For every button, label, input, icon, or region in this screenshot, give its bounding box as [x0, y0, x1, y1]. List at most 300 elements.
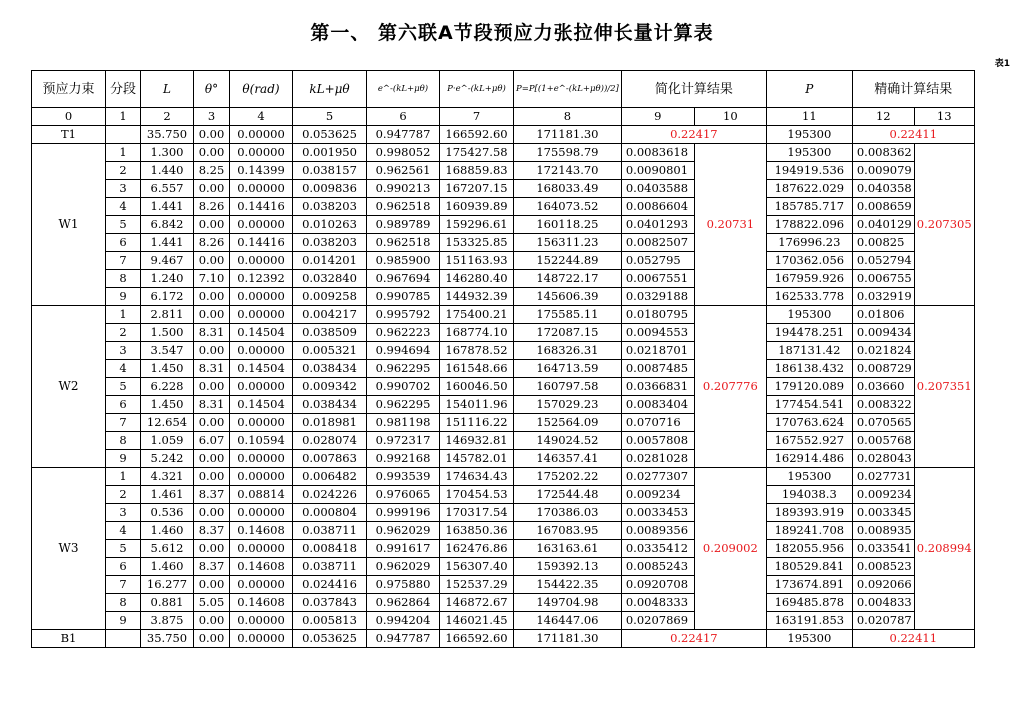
- p-cell: 176996.23: [766, 234, 852, 252]
- precise-segment-cell: 0.052794: [852, 252, 914, 270]
- simplified-total: 0.209002: [694, 468, 766, 630]
- col-number: 8: [514, 108, 622, 126]
- kl-mu-cell: 0.018981: [293, 414, 367, 432]
- kl-mu-cell: 0.014201: [293, 252, 367, 270]
- theta-deg-cell: 8.26: [194, 198, 230, 216]
- precise-segment-cell: 0.005768: [852, 432, 914, 450]
- simplified-segment-cell: 0.052795: [621, 252, 694, 270]
- precise-total: 0.22411: [852, 630, 974, 648]
- length-cell: 0.881: [141, 594, 194, 612]
- theta-rad-cell: 0.14608: [230, 558, 293, 576]
- p-cell: 195300: [766, 630, 852, 648]
- exp-cell: 0.972317: [367, 432, 440, 450]
- p-avg-cell: 171181.30: [514, 126, 622, 144]
- segment-cell: 5: [106, 216, 141, 234]
- theta-rad-cell: 0.00000: [230, 450, 293, 468]
- p-cell: 187131.42: [766, 342, 852, 360]
- kl-mu-cell: 0.028074: [293, 432, 367, 450]
- simplified-segment-cell: 0.0403588: [621, 180, 694, 198]
- p-avg-cell: 164073.52: [514, 198, 622, 216]
- kl-mu-cell: 0.038157: [293, 162, 367, 180]
- theta-deg-cell: 0.00: [194, 180, 230, 198]
- theta-deg-cell: 0.00: [194, 414, 230, 432]
- simplified-segment-cell: 0.0089356: [621, 522, 694, 540]
- kl-mu-cell: 0.009258: [293, 288, 367, 306]
- theta-rad-cell: 0.14608: [230, 594, 293, 612]
- table-row: [32, 306, 975, 324]
- theta-deg-cell: 6.07: [194, 432, 230, 450]
- precise-segment-cell: 0.009434: [852, 324, 914, 342]
- header-kl-mu: kL+μθ: [293, 71, 367, 108]
- tendon-name: W2: [32, 306, 106, 468]
- p-exp-cell: 151116.22: [440, 414, 514, 432]
- simplified-segment-cell: 0.0207869: [621, 612, 694, 630]
- table-row: [32, 396, 975, 414]
- segment-cell: 9: [106, 450, 141, 468]
- p-exp-cell: 166592.60: [440, 630, 514, 648]
- simplified-segment-cell: 0.0335412: [621, 540, 694, 558]
- table-row: [32, 360, 975, 378]
- kl-mu-cell: 0.009836: [293, 180, 367, 198]
- exp-cell: 0.991617: [367, 540, 440, 558]
- segment-cell: 5: [106, 378, 141, 396]
- theta-rad-cell: 0.00000: [230, 504, 293, 522]
- p-cell: 162914.486: [766, 450, 852, 468]
- p-avg-cell: 171181.30: [514, 630, 622, 648]
- precise-segment-cell: 0.009079: [852, 162, 914, 180]
- segment-cell: 9: [106, 288, 141, 306]
- kl-mu-cell: 0.038711: [293, 522, 367, 540]
- length-cell: 1.500: [141, 324, 194, 342]
- segment-cell: 3: [106, 342, 141, 360]
- table-row: [32, 540, 975, 558]
- segment-cell: 1: [106, 306, 141, 324]
- header-precise: 精确计算结果: [852, 71, 974, 108]
- header-length: L: [141, 71, 194, 108]
- p-cell: 189393.919: [766, 504, 852, 522]
- length-cell: 2.811: [141, 306, 194, 324]
- theta-deg-cell: 0.00: [194, 306, 230, 324]
- p-cell: 177454.541: [766, 396, 852, 414]
- col-number: 7: [440, 108, 514, 126]
- p-avg-cell: 164713.59: [514, 360, 622, 378]
- precise-segment-cell: 0.033541: [852, 540, 914, 558]
- length-cell: 6.228: [141, 378, 194, 396]
- table-row: [32, 162, 975, 180]
- theta-rad-cell: 0.00000: [230, 576, 293, 594]
- p-exp-cell: 175400.21: [440, 306, 514, 324]
- table-row: [32, 414, 975, 432]
- kl-mu-cell: 0.000804: [293, 504, 367, 522]
- p-exp-cell: 154011.96: [440, 396, 514, 414]
- theta-deg-cell: 0.00: [194, 378, 230, 396]
- precise-segment-cell: 0.021824: [852, 342, 914, 360]
- theta-rad-cell: 0.00000: [230, 180, 293, 198]
- theta-rad-cell: 0.14416: [230, 198, 293, 216]
- exp-cell: 0.975880: [367, 576, 440, 594]
- precise-segment-cell: 0.092066: [852, 576, 914, 594]
- p-exp-cell: 161548.66: [440, 360, 514, 378]
- segment-cell: 1: [106, 468, 141, 486]
- header-simplified: 简化计算结果: [621, 71, 766, 108]
- segment-cell: 8: [106, 270, 141, 288]
- p-exp-cell: 168774.10: [440, 324, 514, 342]
- table-row: [32, 594, 975, 612]
- p-avg-cell: 159392.13: [514, 558, 622, 576]
- p-cell: 170362.056: [766, 252, 852, 270]
- exp-cell: 0.993539: [367, 468, 440, 486]
- p-cell: 194038.3: [766, 486, 852, 504]
- header-row: [32, 71, 975, 108]
- theta-deg-cell: 8.31: [194, 360, 230, 378]
- kl-mu-cell: 0.008418: [293, 540, 367, 558]
- col-number: 9: [621, 108, 694, 126]
- header-theta-deg: θ°: [194, 71, 230, 108]
- simplified-segment-cell: 0.0082507: [621, 234, 694, 252]
- p-avg-cell: 146357.41: [514, 450, 622, 468]
- header-p-avg: P=P[(1+e^-(kL+μθ))/2]: [514, 71, 622, 108]
- precise-segment-cell: 0.00825: [852, 234, 914, 252]
- kl-mu-cell: 0.053625: [293, 126, 367, 144]
- simplified-segment-cell: 0.0090801: [621, 162, 694, 180]
- table-row: [32, 342, 975, 360]
- kl-mu-cell: 0.038203: [293, 198, 367, 216]
- length-cell: 6.172: [141, 288, 194, 306]
- segment-cell: 6: [106, 396, 141, 414]
- precise-segment-cell: 0.020787: [852, 612, 914, 630]
- kl-mu-cell: 0.038434: [293, 360, 367, 378]
- theta-rad-cell: 0.14399: [230, 162, 293, 180]
- precise-segment-cell: 0.008523: [852, 558, 914, 576]
- simplified-segment-cell: 0.070716: [621, 414, 694, 432]
- col-number: 10: [694, 108, 766, 126]
- segment-cell: 8: [106, 594, 141, 612]
- theta-deg-cell: 0.00: [194, 576, 230, 594]
- simplified-segment-cell: 0.0094553: [621, 324, 694, 342]
- theta-rad-cell: 0.00000: [230, 414, 293, 432]
- tendon-name: W3: [32, 468, 106, 630]
- p-exp-cell: 163850.36: [440, 522, 514, 540]
- theta-deg-cell: 8.37: [194, 522, 230, 540]
- segment-cell: 2: [106, 162, 141, 180]
- theta-rad-cell: 0.14416: [230, 234, 293, 252]
- kl-mu-cell: 0.032840: [293, 270, 367, 288]
- theta-rad-cell: 0.08814: [230, 486, 293, 504]
- table-row: [32, 486, 975, 504]
- kl-mu-cell: 0.038711: [293, 558, 367, 576]
- p-avg-cell: 168326.31: [514, 342, 622, 360]
- col-number: 5: [293, 108, 367, 126]
- exp-cell: 0.967694: [367, 270, 440, 288]
- p-exp-cell: 144932.39: [440, 288, 514, 306]
- precise-segment-cell: 0.003345: [852, 504, 914, 522]
- exp-cell: 0.990702: [367, 378, 440, 396]
- p-cell: 185785.717: [766, 198, 852, 216]
- segment-cell: 8: [106, 432, 141, 450]
- simplified-segment-cell: 0.0329188: [621, 288, 694, 306]
- theta-rad-cell: 0.00000: [230, 468, 293, 486]
- table-row: [32, 180, 975, 198]
- precise-segment-cell: 0.008659: [852, 198, 914, 216]
- theta-deg-cell: 0.00: [194, 540, 230, 558]
- p-avg-cell: 145606.39: [514, 288, 622, 306]
- length-cell: 3.875: [141, 612, 194, 630]
- exp-cell: 0.947787: [367, 126, 440, 144]
- exp-cell: 0.994694: [367, 342, 440, 360]
- length-cell: 1.460: [141, 558, 194, 576]
- theta-deg-cell: 8.26: [194, 234, 230, 252]
- simplified-segment-cell: 0.0401293: [621, 216, 694, 234]
- p-exp-cell: 146872.67: [440, 594, 514, 612]
- theta-rad-cell: 0.00000: [230, 144, 293, 162]
- exp-cell: 0.947787: [367, 630, 440, 648]
- exp-cell: 0.998052: [367, 144, 440, 162]
- col-number: 12: [852, 108, 914, 126]
- p-avg-cell: 148722.17: [514, 270, 622, 288]
- col-number: 13: [914, 108, 974, 126]
- p-exp-cell: 170454.53: [440, 486, 514, 504]
- exp-cell: 0.990785: [367, 288, 440, 306]
- segment-cell: 7: [106, 414, 141, 432]
- exp-cell: 0.962864: [367, 594, 440, 612]
- exp-cell: 0.976065: [367, 486, 440, 504]
- theta-rad-cell: 0.00000: [230, 288, 293, 306]
- theta-rad-cell: 0.00000: [230, 612, 293, 630]
- p-avg-cell: 163163.61: [514, 540, 622, 558]
- tendon-name: W1: [32, 144, 106, 306]
- length-cell: 9.467: [141, 252, 194, 270]
- p-cell: 194919.536: [766, 162, 852, 180]
- simplified-segment-cell: 0.009234: [621, 486, 694, 504]
- segment-cell: 3: [106, 504, 141, 522]
- header-segment: 分段: [106, 71, 141, 108]
- table-row: [32, 234, 975, 252]
- exp-cell: 0.989789: [367, 216, 440, 234]
- theta-rad-cell: 0.00000: [230, 342, 293, 360]
- exp-cell: 0.962029: [367, 522, 440, 540]
- precise-segment-cell: 0.032919: [852, 288, 914, 306]
- simplified-segment-cell: 0.0087485: [621, 360, 694, 378]
- exp-cell: 0.962029: [367, 558, 440, 576]
- table-row-bottom: [32, 630, 975, 648]
- theta-rad-cell: 0.12392: [230, 270, 293, 288]
- precise-segment-cell: 0.008935: [852, 522, 914, 540]
- p-avg-cell: 152244.89: [514, 252, 622, 270]
- theta-deg-cell: 8.31: [194, 324, 230, 342]
- kl-mu-cell: 0.053625: [293, 630, 367, 648]
- header-tendon: 预应力束: [32, 71, 106, 108]
- exp-cell: 0.962518: [367, 234, 440, 252]
- length-cell: 5.612: [141, 540, 194, 558]
- simplified-segment-cell: 0.0180795: [621, 306, 694, 324]
- segment-cell: 6: [106, 234, 141, 252]
- theta-deg-cell: 8.31: [194, 396, 230, 414]
- exp-cell: 0.962561: [367, 162, 440, 180]
- tendon-name: B1: [32, 630, 106, 648]
- theta-rad-cell: 0.00000: [230, 252, 293, 270]
- segment-cell: 2: [106, 324, 141, 342]
- simplified-segment-cell: 0.0067551: [621, 270, 694, 288]
- p-avg-cell: 146447.06: [514, 612, 622, 630]
- length-cell: 12.654: [141, 414, 194, 432]
- theta-deg-cell: 0.00: [194, 468, 230, 486]
- header-p: P: [766, 71, 852, 108]
- segment-cell: 7: [106, 576, 141, 594]
- kl-mu-cell: 0.038509: [293, 324, 367, 342]
- p-cell: 173674.891: [766, 576, 852, 594]
- table-row: [32, 252, 975, 270]
- kl-mu-cell: 0.024226: [293, 486, 367, 504]
- theta-deg-cell: 0.00: [194, 504, 230, 522]
- kl-mu-cell: 0.038203: [293, 234, 367, 252]
- theta-rad-cell: 0.00000: [230, 306, 293, 324]
- theta-deg-cell: 8.37: [194, 486, 230, 504]
- simplified-segment-cell: 0.0281028: [621, 450, 694, 468]
- segment-cell: 9: [106, 612, 141, 630]
- p-cell: 167959.926: [766, 270, 852, 288]
- table-row: [32, 450, 975, 468]
- precise-total: 0.208994: [914, 468, 974, 630]
- p-avg-cell: 149024.52: [514, 432, 622, 450]
- p-cell: 187622.029: [766, 180, 852, 198]
- segment-cell: 2: [106, 486, 141, 504]
- header-exp: e^-(kL+μθ): [367, 71, 440, 108]
- segment-cell: 4: [106, 198, 141, 216]
- simplified-segment-cell: 0.0083404: [621, 396, 694, 414]
- p-cell: 195300: [766, 126, 852, 144]
- col-number: 2: [141, 108, 194, 126]
- p-cell: 178822.096: [766, 216, 852, 234]
- kl-mu-cell: 0.009342: [293, 378, 367, 396]
- simplified-segment-cell: 0.0086604: [621, 198, 694, 216]
- precise-segment-cell: 0.006755: [852, 270, 914, 288]
- p-cell: 186138.432: [766, 360, 852, 378]
- table-row: [32, 144, 975, 162]
- kl-mu-cell: 0.001950: [293, 144, 367, 162]
- theta-deg-cell: 8.37: [194, 558, 230, 576]
- simplified-segment-cell: 0.0085243: [621, 558, 694, 576]
- p-cell: 194478.251: [766, 324, 852, 342]
- theta-rad-cell: 0.14504: [230, 396, 293, 414]
- col-number: 4: [230, 108, 293, 126]
- p-exp-cell: 146021.45: [440, 612, 514, 630]
- p-cell: 162533.778: [766, 288, 852, 306]
- table-row: [32, 198, 975, 216]
- kl-mu-cell: 0.010263: [293, 216, 367, 234]
- kl-mu-cell: 0.038434: [293, 396, 367, 414]
- segment-cell: 4: [106, 522, 141, 540]
- simplified-segment-cell: 0.0057808: [621, 432, 694, 450]
- length-cell: 16.277: [141, 576, 194, 594]
- p-exp-cell: 159296.61: [440, 216, 514, 234]
- simplified-total: 0.207776: [694, 306, 766, 468]
- p-exp-cell: 175427.58: [440, 144, 514, 162]
- theta-deg-cell: 0.00: [194, 216, 230, 234]
- length-cell: 3.547: [141, 342, 194, 360]
- theta-rad-cell: 0.00000: [230, 540, 293, 558]
- length-cell: 6.842: [141, 216, 194, 234]
- segment-cell: 5: [106, 540, 141, 558]
- table-row-top: [32, 126, 975, 144]
- length-cell: 1.240: [141, 270, 194, 288]
- p-avg-cell: 168033.49: [514, 180, 622, 198]
- exp-cell: 0.985900: [367, 252, 440, 270]
- kl-mu-cell: 0.004217: [293, 306, 367, 324]
- precise-segment-cell: 0.009234: [852, 486, 914, 504]
- theta-deg-cell: 0.00: [194, 342, 230, 360]
- theta-rad-cell: 0.00000: [230, 126, 293, 144]
- exp-cell: 0.990213: [367, 180, 440, 198]
- col-number: 1: [106, 108, 141, 126]
- simplified-segment-cell: 0.0083618: [621, 144, 694, 162]
- precise-segment-cell: 0.03660: [852, 378, 914, 396]
- length-cell: 1.441: [141, 234, 194, 252]
- theta-deg-cell: 8.25: [194, 162, 230, 180]
- length-cell: 1.461: [141, 486, 194, 504]
- precise-segment-cell: 0.004833: [852, 594, 914, 612]
- theta-rad-cell: 0.14504: [230, 360, 293, 378]
- length-cell: 1.450: [141, 360, 194, 378]
- p-exp-cell: 170317.54: [440, 504, 514, 522]
- p-cell: 195300: [766, 306, 852, 324]
- precise-segment-cell: 0.008729: [852, 360, 914, 378]
- simplified-total: 0.22417: [621, 630, 766, 648]
- precise-total: 0.207305: [914, 144, 974, 306]
- kl-mu-cell: 0.006482: [293, 468, 367, 486]
- precise-segment-cell: 0.070565: [852, 414, 914, 432]
- calculation-table: [31, 70, 975, 648]
- length-cell: 1.440: [141, 162, 194, 180]
- p-exp-cell: 168859.83: [440, 162, 514, 180]
- p-avg-cell: 175202.22: [514, 468, 622, 486]
- p-avg-cell: 175585.11: [514, 306, 622, 324]
- theta-rad-cell: 0.14504: [230, 324, 293, 342]
- column-number-row: [32, 108, 975, 126]
- header-theta-rad: θ(rad): [230, 71, 293, 108]
- table-row: [32, 522, 975, 540]
- table-row: [32, 432, 975, 450]
- p-avg-cell: 152564.09: [514, 414, 622, 432]
- p-avg-cell: 160118.25: [514, 216, 622, 234]
- segment-cell: 6: [106, 558, 141, 576]
- exp-cell: 0.962295: [367, 396, 440, 414]
- precise-segment-cell: 0.008362: [852, 144, 914, 162]
- length-cell: 1.441: [141, 198, 194, 216]
- header-p-exp: P·e^-(kL+μθ): [440, 71, 514, 108]
- p-cell: 163191.853: [766, 612, 852, 630]
- theta-deg-cell: 5.05: [194, 594, 230, 612]
- p-cell: 189241.708: [766, 522, 852, 540]
- theta-rad-cell: 0.14608: [230, 522, 293, 540]
- table-row: [32, 324, 975, 342]
- exp-cell: 0.999196: [367, 504, 440, 522]
- col-number: 3: [194, 108, 230, 126]
- simplified-total: 0.20731: [694, 144, 766, 306]
- p-exp-cell: 152537.29: [440, 576, 514, 594]
- precise-segment-cell: 0.01806: [852, 306, 914, 324]
- theta-rad-cell: 0.00000: [230, 630, 293, 648]
- precise-total: 0.207351: [914, 306, 974, 468]
- length-cell: 1.450: [141, 396, 194, 414]
- p-cell: 180529.841: [766, 558, 852, 576]
- theta-deg-cell: 0.00: [194, 612, 230, 630]
- length-cell: 1.059: [141, 432, 194, 450]
- p-avg-cell: 170386.03: [514, 504, 622, 522]
- p-exp-cell: 145782.01: [440, 450, 514, 468]
- page-title: 第一、 第六联A节段预应力张拉伸长量计算表: [310, 22, 714, 44]
- exp-cell: 0.992168: [367, 450, 440, 468]
- p-exp-cell: 174634.43: [440, 468, 514, 486]
